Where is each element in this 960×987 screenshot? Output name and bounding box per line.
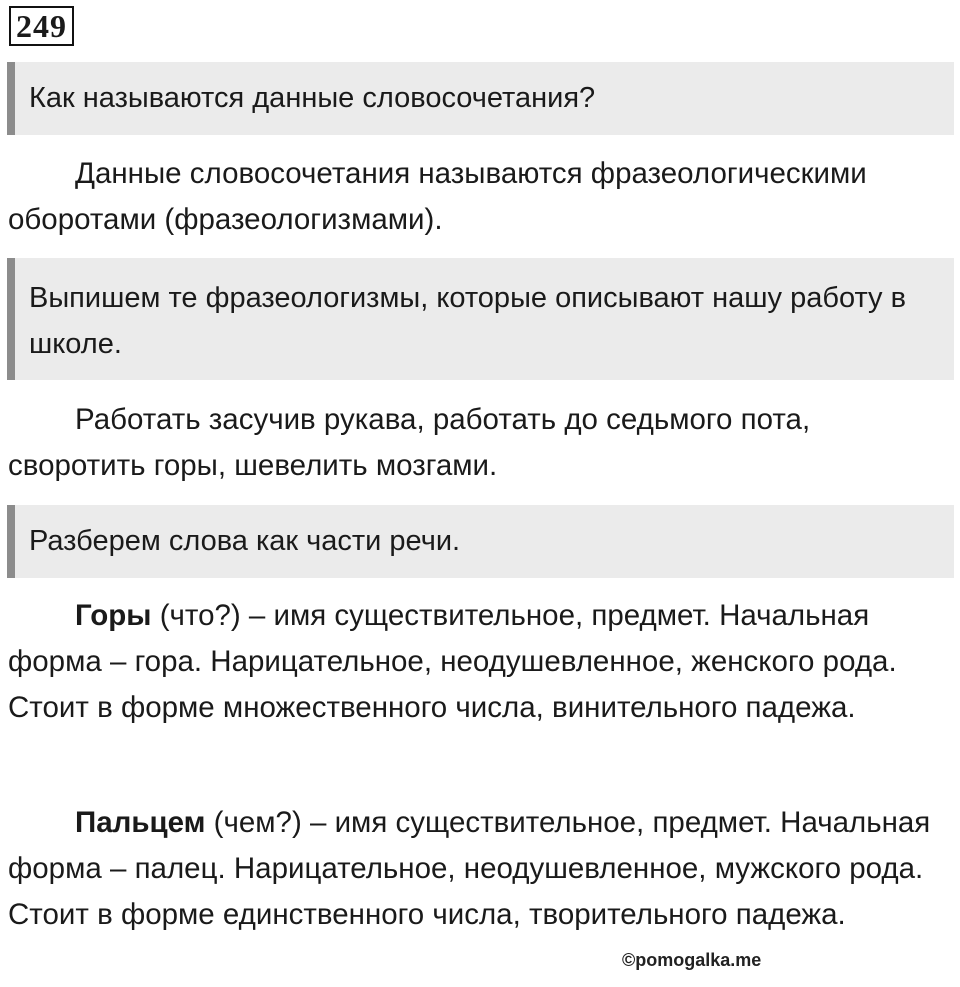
task-number: 249	[9, 6, 74, 46]
answer-paragraph-3	[8, 593, 953, 731]
answer-paragraph-1: Данные словосочетания называются фразеологическими оборотами (фразеологизмами).	[8, 157, 867, 236]
question-block-3: Разберем слова как части речи.	[7, 505, 954, 578]
question-block-2: Выпишем те фразеологизмы, которые описывают нашу работу в школе.	[7, 258, 954, 380]
term-paltsem-analysis: (чем?) – имя существительное, предмет. Начальная форма – палец. Нарицательное, неодушевленное, мужского рода. Стоит в форме единственного числа, творительного падежа.	[8, 806, 931, 931]
term-gory: Горы	[75, 599, 152, 632]
answer-paragraph-2: Работать засучив рукава, работать до седьмого пота, своротить горы, шевелить мозгами.	[8, 403, 811, 482]
answer-paragraph-4	[8, 800, 953, 938]
watermark: ©pomogalka.me	[622, 950, 762, 970]
term-paltsem: Пальцем	[75, 806, 206, 839]
question-block-1: Как называются данные словосочетания?	[7, 62, 954, 135]
term-gory-analysis: (что?) – имя существительное, предмет. Начальная форма – гора. Нарицательное, неодушевленное, женского рода. Стоит в форме множественного числа, винительного падежа.	[8, 599, 897, 724]
